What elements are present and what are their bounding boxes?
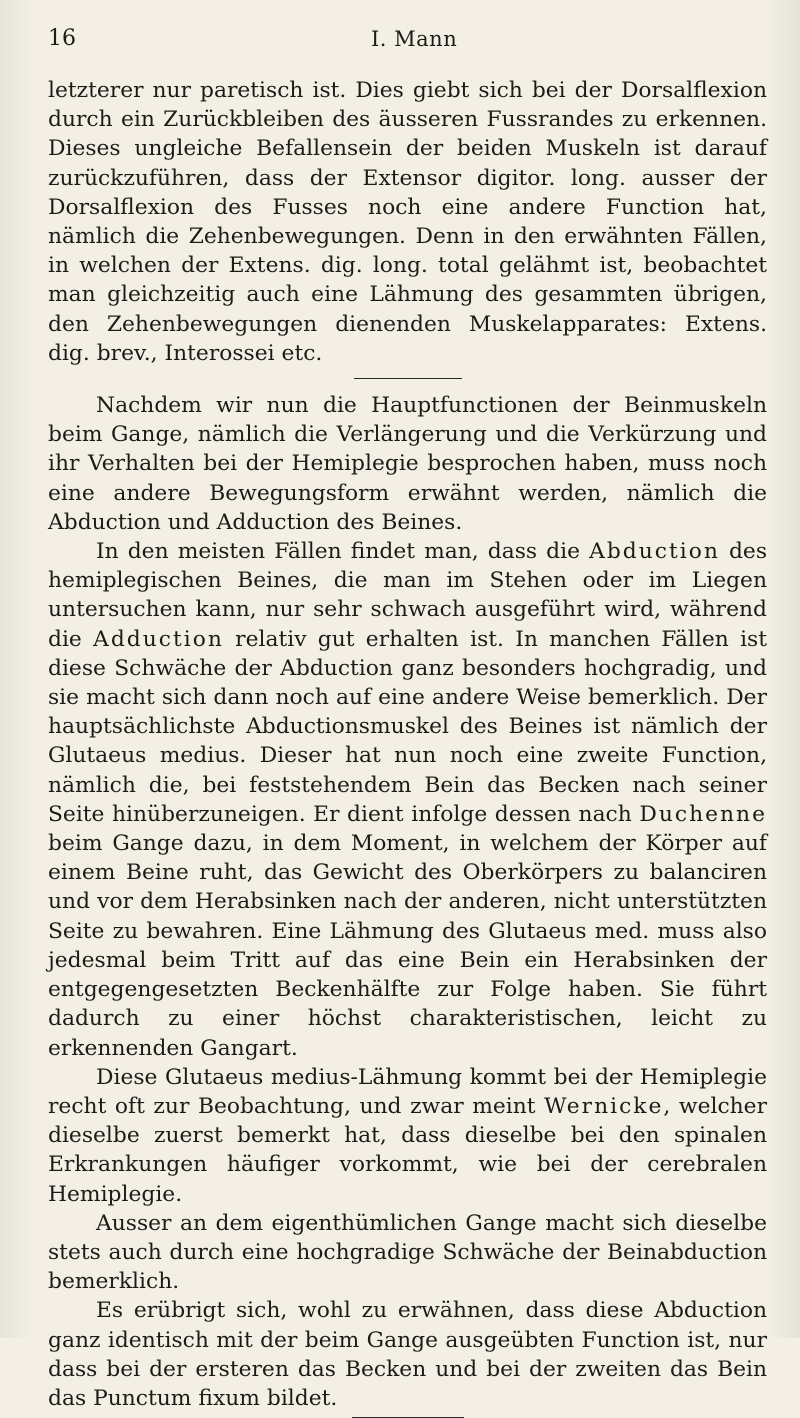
paragraph-1: letzterer nur paretisch ist. Dies giebt sich bei der Dorsalflexion durch ein Zurückbleiben des äusseren Fussrandes zu erkennen. Dieses ungleiche Befallensein der beiden Muskeln ist darauf zurückzuführen, dass der Extensor digitor. long. ausser der Dorsalflexion des Fusses noch eine andere Function hat, nämlich die Zehenbewegungen. Denn in den erwähnten Fällen, in welchen der Extens. dig. long. total gelähmt ist, beobachtet man gleichzeitig auch eine Lähmung des gesammten übrigen, den Zehenbewegungen dienenden Muskelapparates: Extens. dig. brev., Interossei etc.	[48, 78, 767, 366]
running-title: I. Mann	[371, 27, 458, 51]
page-text	[48, 76, 767, 1418]
paragraph-3-part-3: relativ gut erhalten ist. In manchen Fällen ist diese Schwäche der Abduction ganz besonders hochgradig, und sie macht sich dann noch auf eine andere Weise bemerklich. Der hauptsächlichste Abductionsmuskel des Beines ist nämlich der Glutaeus medius. Dieser hat nun noch eine zweite Function, nämlich die, bei feststehendem Bein das Becken nach seiner Seite hinüberzuneigen. Er dient infolge dessen nach	[48, 626, 767, 827]
paragraph-4-part-1: Diese Glutaeus medius-Lähmung kommt bei der Hemiplegie recht oft zur Beobachtung, und zwar meint	[48, 1064, 767, 1119]
paragraph-2: Nachdem wir nun die Hauptfunctionen der Beinmuskeln beim Gange, nämlich die Verlängerung und die Verkürzung und ihr Verhalten bei der Hemiplegie besprochen haben, muss noch eine andere Bewegungsform erwähnt werden, nämlich die Abduction und Adduction des Beines.	[48, 393, 767, 535]
paragraph-4	[48, 1063, 767, 1209]
spaced-name-duchenne: Duchenne	[639, 801, 767, 827]
paragraph-3-part-2: des hemiplegischen Beines, die man im Stehen oder im Liegen untersuchen kann, nur sehr schwach ausgeführt wird, während die	[48, 539, 768, 652]
paragraph-3	[48, 537, 767, 1063]
paragraph-5: Ausser an dem eigenthümlichen Gange macht sich dieselbe stets auch durch eine hochgradige Schwäche der Beinabduction bemerklich.	[48, 1210, 767, 1295]
paragraph-3-part-4: beim Gange dazu, in dem Moment, in welchem der Körper auf einem Beine ruht, das Gewicht des Oberkörpers zu balanciren und vor dem Herabsinken nach der anderen, nicht unterstützten Seite zu bewahren. Eine Lähmung des Glutaeus med. muss also jedesmal beim Tritt auf das eine Bein ein Herabsinken der entgegengesetzten Beckenhälfte zur Folge haben. Sie führt dadurch zu einer höchst charakteristischen, leicht zu erkennenden Gangart.	[48, 831, 767, 1061]
spaced-term-abduction: Abduction	[589, 539, 720, 565]
spaced-term-adduction: Adduction	[93, 626, 224, 652]
paragraph-6: Es erübrigt sich, wohl zu erwähnen, dass diese Abduction ganz identisch mit der beim Gange ausgeübten Function ist, nur dass bei der ersteren das Becken und bei der zweiten das Bein das Punctum fixum bildet.	[48, 1298, 767, 1411]
section-divider	[354, 378, 462, 379]
paragraph-4-part-2: , welcher dieselbe zuerst bemerkt hat, dass dieselbe bei den spinalen Erkrankungen häufiger vorkommt, wie bei der cerebralen Hemiplegie.	[48, 1093, 768, 1207]
paragraph-3-part-1: In den meisten Fällen findet man, dass die	[96, 539, 590, 565]
page-number: 16	[48, 26, 76, 51]
spaced-name-wernicke: Wernicke	[544, 1093, 664, 1119]
text-block-top	[48, 76, 767, 368]
running-head	[48, 24, 768, 54]
text-block-main	[48, 391, 767, 1413]
